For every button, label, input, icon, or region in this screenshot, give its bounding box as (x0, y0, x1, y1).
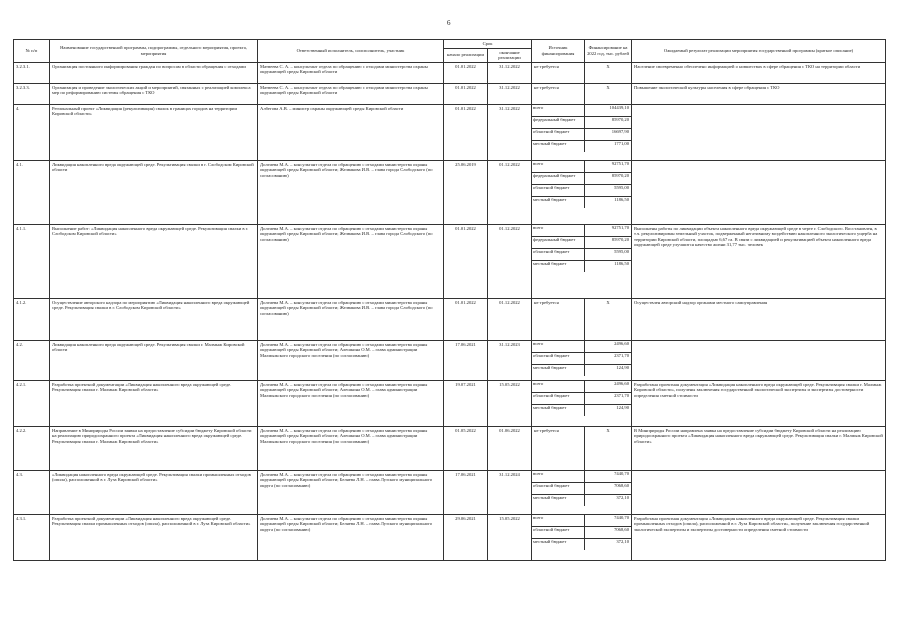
row-name: Ликвидация накопленного вреда окружающей среде. Рекультивация свалки г. Малмыж Кировской области (50, 340, 258, 380)
row-result: Повышение экологической культуры населения в сфере обращения с ТКО (632, 83, 886, 104)
financing-source: федеральный бюджет (532, 117, 585, 128)
financing-source: местный бюджет (532, 261, 585, 272)
financing-line (532, 117, 631, 129)
table-row (14, 380, 886, 426)
financing-line (532, 353, 631, 365)
row-source: не требуется (532, 62, 585, 83)
financing-source: местный бюджет (532, 365, 585, 376)
row-end-date: 31.12.2024 (488, 470, 532, 514)
row-number: 4.2. (14, 340, 50, 380)
financing-source: федеральный бюджет (532, 173, 585, 184)
financing-source: областной бюджет (532, 249, 585, 260)
financing-source: всего (532, 161, 585, 172)
financing-source: местный бюджет (532, 405, 585, 416)
financing-line (532, 405, 631, 416)
financing-line (532, 471, 631, 483)
row-result (632, 340, 886, 380)
row-financing: Х (585, 426, 632, 470)
program-table (13, 39, 886, 561)
financing-source: местный бюджет (532, 141, 585, 152)
header-name: Наименование государственной программы, подпрограммы, отдельного мероприятия, проекта, мероприятия (50, 40, 258, 63)
financing-line (532, 365, 631, 376)
row-end-date: 31.12.2023 (488, 340, 532, 380)
row-number: 3.2.3.3. (14, 83, 50, 104)
table-row (14, 104, 886, 160)
row-financing: Х (585, 83, 632, 104)
row-responsible: Долгиева М.А. – консультант отдела по обращению с отходами министерства охраны окружающей среды Кировской области; Алешкина О.М. – глава администрации Малмыжского городского поселения (по согласованию) (258, 426, 444, 470)
row-responsible: Долгиева М.А. – консультант отдела по обращению с отходами министерства охраны окружающей среды Кировской области; Беляева Л.Н. – глава Лузского муниципального округа (по согласованию) (258, 470, 444, 514)
row-name: Ликвидация накопленного вреда окружающей среде. Рекультивация свалки в г. Слободском Кировской области (50, 160, 258, 224)
financing-amount: 7440,70 (614, 470, 630, 476)
table-row (14, 160, 886, 224)
page-number: 6 (447, 19, 451, 27)
financing-amount: 2496,60 (614, 380, 630, 386)
financing-amount: 85970,20 (611, 116, 630, 122)
row-result (632, 160, 886, 224)
financing-amount: 1186,50 (614, 260, 630, 266)
row-responsible: Матвеева С. А. – консультант отдела по обращению с отходами министерства охраны окружающей среды Кировской области (258, 83, 444, 104)
row-end-date: 01.06.2022 (488, 426, 532, 470)
financing-source: всего (532, 225, 585, 236)
row-start-date: 01.01.2022 (444, 104, 488, 160)
row-financing-breakdown (532, 514, 632, 560)
financing-amount: 7068,60 (614, 526, 630, 532)
financing-amount: 85970,20 (611, 172, 630, 178)
row-start-date: 19.07.2021 (444, 380, 488, 426)
header-end: окончание реализации (488, 48, 532, 62)
row-end-date: 15.05.2022 (488, 514, 532, 560)
financing-amount: 5595,00 (614, 184, 630, 190)
row-financing: Х (585, 62, 632, 83)
row-source: не требуется (532, 83, 585, 104)
financing-line (532, 161, 631, 173)
financing-line (532, 249, 631, 261)
table-row (14, 83, 886, 104)
financing-source: всего (532, 105, 585, 116)
financing-amount: 1186,50 (614, 196, 630, 202)
financing-source: местный бюджет (532, 197, 585, 208)
financing-source: всего (532, 341, 585, 352)
row-name: Разработка проектной документации «Ликвидация накопленного вреда окружающей среде. Рекультивация свалки г. Малмыж Кировской области» (50, 380, 258, 426)
financing-line (532, 225, 631, 237)
row-responsible: Албегова А.В. – министр охраны окружающей среды Кировской области (258, 104, 444, 160)
financing-amount: 7440,70 (614, 514, 630, 520)
row-financing-breakdown (532, 160, 632, 224)
financing-amount: 16697,90 (611, 128, 630, 134)
row-number: 4.3.1. (14, 514, 50, 560)
row-result: Выполнены работы по ликвидации объекта накопленного вреда окружающей среде в черте г. Слободского. Восстановлен, в т.ч. рекультивирован земельный участок, подверженный негативному воздействию накопленного экологического ущерба на территории Кировской области, площадью 6,67 га. В связи с ликвидацией и рекультивацией объекта накопленного вреда окружающей среде улучшится качество жизни 31,77 тыс. человек (632, 224, 886, 298)
row-number: 4.1. (14, 160, 50, 224)
financing-source: областной бюджет (532, 129, 585, 140)
row-number: 4. (14, 104, 50, 160)
header-financing: Финансирование на 2022 год, тыс. рублей (585, 40, 632, 63)
row-start-date: 01.01.2022 (444, 298, 488, 340)
financing-source: областной бюджет (532, 185, 585, 196)
row-name: Осуществление авторского надзора по мероприятию «Ликвидация накопленного вреда окружающей среде. Рекультивация свалки в г. Слободском Кировской области» (50, 298, 258, 340)
financing-amount: 124,90 (616, 404, 630, 410)
row-name: Организация и проведение экологических акций и мероприятий, связанных с реализацией комплекса мер по реформированию системы обращения с ТКО (50, 83, 258, 104)
row-result: Разработана проектная документация «Ликвидация накопленного вреда окружающей среде. Рекультивация свалки г. Малмыж Кировской области», получены заключения государственной экологической экспертизы и экспертизы достоверности определения сметной стоимости (632, 380, 886, 426)
financing-line (532, 105, 631, 117)
financing-line (532, 237, 631, 249)
row-responsible: Долгиева М.А. – консультант отдела по обращению с отходами министерства охраны окружающей среды Кировской области; Беляева Л.Н. – глава Лузского муниципального округа (по согласованию) (258, 514, 444, 560)
financing-amount: 372,10 (616, 538, 630, 544)
row-name: «Ликвидация накопленного вреда окружающей среде. Рекультивация свалки промышленных отходов (опила), расположенной в г. Луза Кировской области» (50, 470, 258, 514)
row-name: Выполнение работ: «Ликвидация накопленного вреда окружающей среде. Рекультивация свалки в г. Слободском Кировской области» (50, 224, 258, 298)
table-row (14, 340, 886, 380)
row-result: Население своевременно обеспечено информацией о новшествах в сфере обращения с ТКО на территории области (632, 62, 886, 83)
financing-line (532, 393, 631, 405)
financing-source: областной бюджет (532, 483, 585, 494)
financing-source: местный бюджет (532, 495, 585, 506)
financing-line (532, 173, 631, 185)
table-row (14, 224, 886, 298)
row-responsible: Долгиева М.А. – консультант отдела по обращению с отходами министерства охраны окружающей среды Кировской области; Желвакова И.В. – глава города Слободского (по согласованию) (258, 224, 444, 298)
row-result: В Минприроды России направлена заявка на предоставление субсидии бюджету Кировской области на реализацию природоохранного проекта «Ликвидация накопленного вреда окружающей среде. Рекультивация свалки г. Малмыж Кировской области» (632, 426, 886, 470)
row-end-date: 01.12.2022 (488, 160, 532, 224)
row-result (632, 470, 886, 514)
financing-amount: 124,90 (616, 364, 630, 370)
row-end-date: 31.12.2022 (488, 62, 532, 83)
financing-amount: 92751,70 (611, 160, 630, 166)
row-number: 4.2.2. (14, 426, 50, 470)
financing-source: областной бюджет (532, 393, 585, 404)
row-start-date: 17.06.2021 (444, 470, 488, 514)
financing-source: областной бюджет (532, 353, 585, 364)
header-num: № п/п (14, 40, 50, 63)
row-financing-breakdown (532, 470, 632, 514)
row-end-date: 15.05.2022 (488, 380, 532, 426)
financing-amount: 372,10 (616, 494, 630, 500)
row-name: Региональный проект «Ликвидация (рекультивация) свалок в границах городов на территории Кировской области» (50, 104, 258, 160)
row-result: Осуществлен авторский надзор органами местного самоуправления (632, 298, 886, 340)
row-end-date: 01.12.2022 (488, 298, 532, 340)
financing-amount: 5595,00 (614, 248, 630, 254)
row-name: Направление в Минприроды России заявки на предоставление субсидии бюджету Кировской области на реализацию природоохранного проекта «Ликвидация накопленного вреда окружающей среде. Рекультивация свалки г. Малмыж Кировской области» (50, 426, 258, 470)
table-row (14, 470, 886, 514)
row-start-date: 25.06.2019 (444, 160, 488, 224)
row-source: не требуется (532, 426, 585, 470)
row-number: 4.1.1. (14, 224, 50, 298)
financing-amount: 7068,60 (614, 482, 630, 488)
row-end-date: 01.12.2022 (488, 224, 532, 298)
row-start-date: 01.05.2022 (444, 426, 488, 470)
financing-source: местный бюджет (532, 539, 585, 550)
financing-line (532, 527, 631, 539)
row-start-date: 17.06.2021 (444, 340, 488, 380)
financing-line (532, 129, 631, 141)
row-name: Организация постоянного информирования граждан по вопросам в области обращения с отходами (50, 62, 258, 83)
row-number: 3.2.3.1. (14, 62, 50, 83)
financing-line (532, 483, 631, 495)
financing-line (532, 261, 631, 272)
financing-line (532, 495, 631, 506)
table-row (14, 62, 886, 83)
financing-line (532, 381, 631, 393)
header-term: Срок (444, 40, 532, 49)
financing-amount: 1771,00 (614, 140, 630, 146)
row-name: Разработка проектной документации «Ликвидация накопленного вреда окружающей среде. Рекультивация свалки промышленных отходов (опила), расположенной в г. Луза Кировской области» (50, 514, 258, 560)
row-financing-breakdown (532, 340, 632, 380)
financing-line (532, 185, 631, 197)
row-responsible: Долгиева М.А. – консультант отдела по обращению с отходами министерства охраны окружающей среды Кировской области; Алешкина О.М. – глава администрации Малмыжского городского поселения (по согласованию) (258, 340, 444, 380)
row-start-date: 01.01.2022 (444, 62, 488, 83)
financing-source: областной бюджет (532, 527, 585, 538)
row-responsible: Матвеева С. А. – консультант отдела по обращению с отходами министерства охраны окружающей среды Кировской области (258, 62, 444, 83)
row-number: 4.1.2. (14, 298, 50, 340)
table-row (14, 426, 886, 470)
row-start-date: 29.06.2021 (444, 514, 488, 560)
row-result (632, 104, 886, 160)
financing-amount: 85970,20 (611, 236, 630, 242)
header-result: Ожидаемый результат реализации мероприятия государственной программы (краткое описание) (632, 40, 886, 63)
financing-line (532, 197, 631, 208)
header-responsible: Ответственный исполнитель, соисполнитель, участник (258, 40, 444, 63)
row-financing: Х (585, 298, 632, 340)
row-end-date: 31.12.2022 (488, 104, 532, 160)
financing-source: всего (532, 381, 585, 392)
row-number: 4.2.1. (14, 380, 50, 426)
row-source: не требуется (532, 298, 585, 340)
header-start: начало реализации (444, 48, 488, 62)
row-number: 4.3. (14, 470, 50, 514)
row-end-date: 31.12.2022 (488, 83, 532, 104)
financing-line (532, 141, 631, 152)
row-financing-breakdown (532, 380, 632, 426)
financing-amount: 92751,70 (611, 224, 630, 230)
row-financing-breakdown (532, 104, 632, 160)
header-source: Источник финансирования (532, 40, 585, 63)
financing-amount: 2371,70 (614, 392, 630, 398)
financing-line (532, 341, 631, 353)
table-body (14, 62, 886, 560)
row-responsible: Долгиева М.А. – консультант отдела по обращению с отходами министерства охраны окружающей среды Кировской области; Алешкина О.М. – глава администрации Малмыжского городского поселения (по согласованию) (258, 380, 444, 426)
financing-amount: 2371,70 (614, 352, 630, 358)
row-start-date: 01.01.2022 (444, 224, 488, 298)
row-start-date: 01.01.2022 (444, 83, 488, 104)
row-result: Разработана проектная документация «Ликвидация накопленного вреда окружающей среде. Рекультивация свалки промышленных отходов (опила), расположенной в г. Луза Кировской области», получение заключения государственной экологической экспертизы и экспертизы достоверности определения сметной стоимости (632, 514, 886, 560)
financing-amount: 104439,10 (609, 104, 630, 110)
financing-amount: 2496,60 (614, 340, 630, 346)
table-row (14, 514, 886, 560)
financing-line (532, 515, 631, 527)
financing-source: всего (532, 471, 585, 482)
financing-line (532, 539, 631, 550)
row-financing-breakdown (532, 224, 632, 298)
financing-source: всего (532, 515, 585, 526)
table-row (14, 298, 886, 340)
row-responsible: Долгиева М.А. – консультант отдела по обращению с отходами министерства охраны окружающей среды Кировской области; Желвакова И.В. – глава города Слободского (по согласованию) (258, 298, 444, 340)
financing-source: федеральный бюджет (532, 237, 585, 248)
row-responsible: Долгиева М.А. – консультант отдела по обращению с отходами министерства охраны окружающей среды Кировской области; Желвакова И.В. – глава города Слободского (по согласованию) (258, 160, 444, 224)
